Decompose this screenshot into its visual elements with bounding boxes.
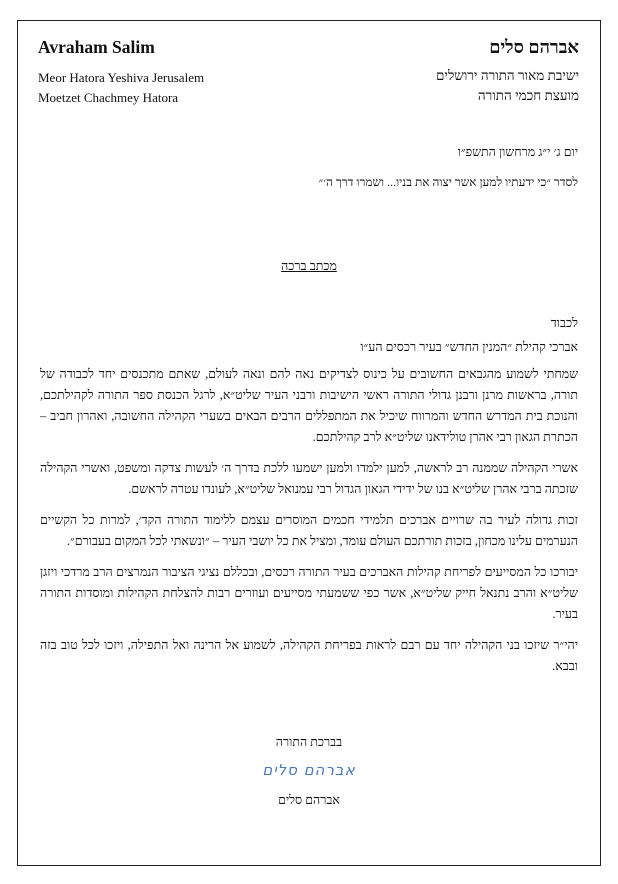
english-council: Moetzet Chachmey Hatora bbox=[38, 90, 179, 105]
hebrew-name: אברהם סלים bbox=[489, 37, 579, 57]
addressee: אברכי קהילת ״המנין החדש״ בעיר רכסים הע״ו bbox=[360, 340, 578, 354]
hebrew-institution: ישיבת מאור התורה ירושלים bbox=[435, 68, 579, 83]
letter-subject: מכתב ברכה bbox=[281, 259, 337, 273]
paragraph: יהי״ר שיזכו בני הקהילה יחד עם רבם לראות בפריחת הקהילה, לשמוע אל הרינה ואל התפילה, ויזכו לכל טוב בזה ובבא. bbox=[40, 638, 578, 673]
closing-blessing: בברכת התורה bbox=[275, 735, 343, 749]
letter-motto: לסדר ״כי ידעתיו למען אשר יצוה את בניו... ושמרו דרך ה׳״ bbox=[318, 175, 578, 189]
letter-page bbox=[17, 20, 601, 866]
salutation: לכבוד bbox=[550, 316, 578, 330]
paragraph: זכות גדולה לעיר בה שרויים אברכים תלמידי חכמים המוסרים עצמם ללימוד התורה הקד׳, למרות כל הקשיים הנערמים עלינו מכחון, בזכות תורתכם העולם עומד, ומציל את כל יושבי העיר – ״ונשאתי לכל המקום בעבורם״. bbox=[40, 513, 578, 548]
paragraph: יבורכו כל המסייעים לפריחת קהילות האברכים בעיר התורה רכסים, ובכללם נציגי הציבור הנמרצים הרב מרדכי ויזגן שליט״א והרב נתנאל חייק שליט״א, אשר כפי ששמעתי מסייעים ועוזרים רבות להצלחת הקהילות ומוסדות התורה בעיר. bbox=[40, 565, 578, 621]
english-letterhead bbox=[38, 37, 204, 108]
handwritten-signature: אברהם סלים bbox=[262, 761, 356, 779]
letter-date: יום ג׳ י״ג מרחשון התשפ״ו bbox=[457, 145, 578, 159]
hebrew-letterhead bbox=[436, 37, 579, 106]
english-institution: Meor Hatora Yeshiva Jerusalem bbox=[38, 70, 205, 85]
paragraph: אשרי הקהילה שממנה רב לראשה, למען ילמדו ולמען ישמעו ללכת בדרך ה׳ לעשות צדקה ומשפט, ואשרי הקהילה שזכתה ברבי אהרן שליט״א בנו של ידידי הגאון הגדול רבי עמנואל שליט״א, לעונדו עטרה לראשם. bbox=[40, 461, 578, 496]
english-name: Avraham Salim bbox=[38, 37, 155, 57]
letter-body bbox=[40, 364, 578, 687]
hebrew-council: מועצת חכמי התורה bbox=[477, 88, 579, 103]
paragraph: שמחתי לשמוע מהגבאים החשובים על כינוס לצדיקים נאה להם ונאה לעולם, שאתם מתכנסים יחד לכבודה של תורה, בראשות מרנן ורבנן גדולי התורה ראשי הישיבות ורבני העיר שליט״א, לרגל הכנסת ספר התורה לקהילתכם, והנוכת בית המדרש החדש והמרווח שיכיל את המתפללים הרבים הבאים בשערי הקהילה החשובה, ואהרון חביב – הכתרת הגאון רבי אהרן טולידאנו שליט״א לרב קהילתכם. bbox=[40, 367, 578, 444]
signer-name: אברהם סלים bbox=[278, 793, 340, 807]
